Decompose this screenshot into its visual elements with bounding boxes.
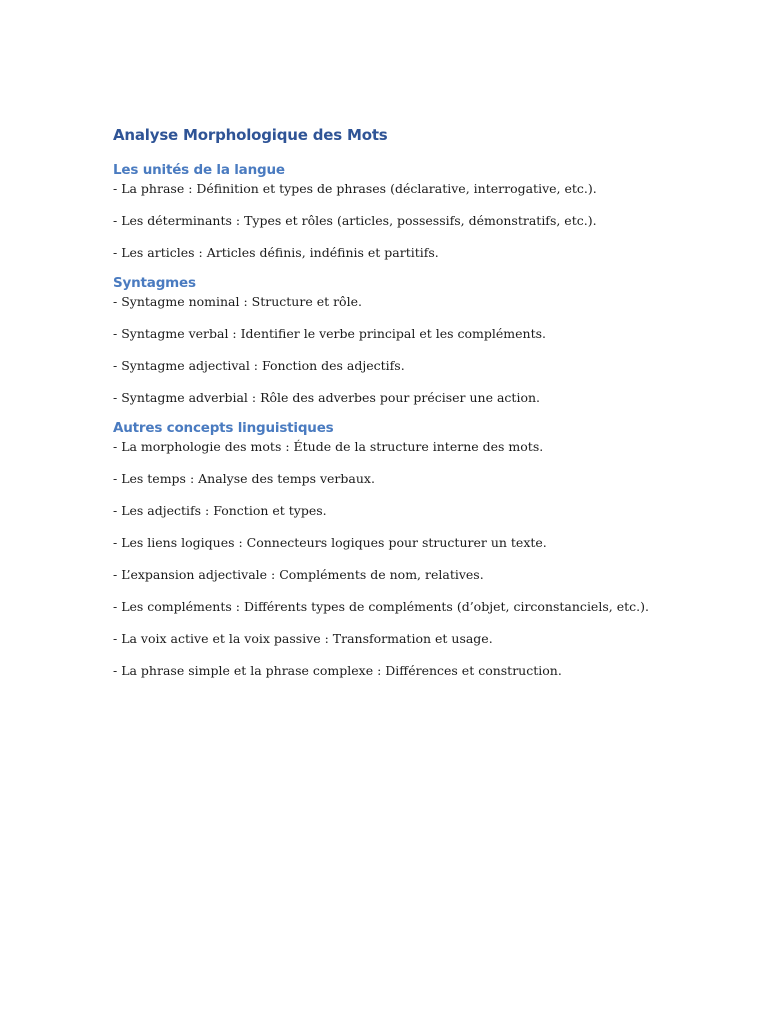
list-item: - Les articles : Articles définis, indéfinis et partitifs. <box>113 245 439 260</box>
list-item: - Les temps : Analyse des temps verbaux. <box>113 471 375 486</box>
list-item: - Les liens logiques : Connecteurs logiques pour structurer un texte. <box>113 535 547 550</box>
list-item: - Les déterminants : Types et rôles (articles, possessifs, démonstratifs, etc.). <box>113 213 597 228</box>
list-item: - La phrase : Définition et types de phrases (déclarative, interrogative, etc.). <box>113 181 597 196</box>
document-content <box>113 124 673 691</box>
list-item: - Les adjectifs : Fonction et types. <box>113 503 327 518</box>
section-les-unites <box>113 160 673 261</box>
list-item: - La morphologie des mots : Étude de la structure interne des mots. <box>113 439 544 454</box>
document-title: Analyse Morphologique des Mots <box>113 126 388 144</box>
list-item: - Syntagme adverbial : Rôle des adverbes pour préciser une action. <box>113 390 540 405</box>
section-item-list <box>113 180 673 261</box>
list-item: - Syntagme verbal : Identifier le verbe principal et les compléments. <box>113 326 547 341</box>
section-heading: Syntagmes <box>113 275 196 291</box>
section-item-list <box>113 438 673 679</box>
list-item: - La voix active et la voix passive : Transformation et usage. <box>113 631 493 646</box>
list-item: - Les compléments : Différents types de compléments (d’objet, circonstanciels, etc.). <box>113 599 649 614</box>
list-item: - L’expansion adjectivale : Compléments de nom, relatives. <box>113 567 484 582</box>
section-syntagmes <box>113 273 673 406</box>
section-heading: Autres concepts linguistiques <box>113 420 334 436</box>
section-heading: Les unités de la langue <box>113 162 285 178</box>
section-item-list <box>113 293 673 406</box>
list-item: - Syntagme nominal : Structure et rôle. <box>113 294 362 309</box>
section-autres-concepts <box>113 418 673 679</box>
list-item: - Syntagme adjectival : Fonction des adjectifs. <box>113 358 405 373</box>
list-item: - La phrase simple et la phrase complexe : Différences et construction. <box>113 663 562 678</box>
